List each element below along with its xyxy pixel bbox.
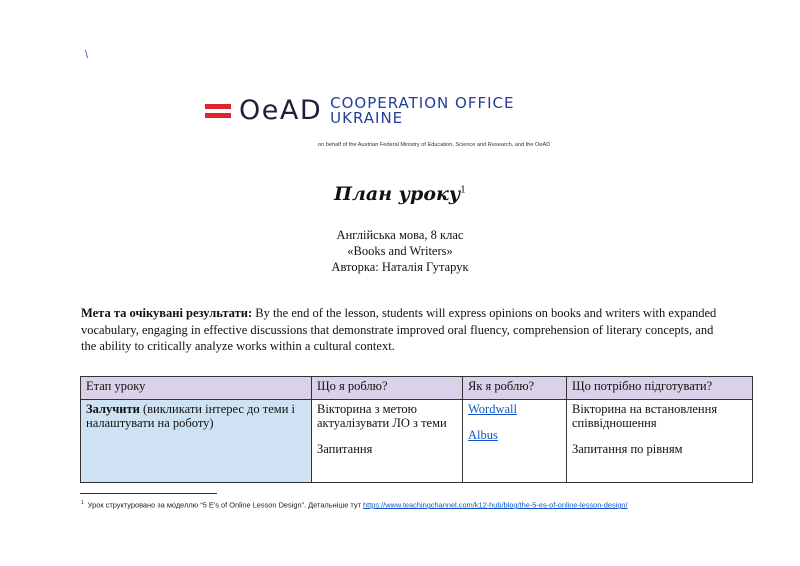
lesson-plan-table [80, 376, 753, 483]
stage-rest: (викликати інтерес до теми і налаштувати на роботу) [86, 402, 295, 430]
austria-flag-icon [205, 104, 231, 118]
goal-text: By the end of the lesson, students will express opinions on books and writers with expanded vocabulary, engaging in effective discussions that demonstrate improved oral fluency, comprehension of literary concepts, and the ability to critically analyze works within a cultural context. [81, 306, 717, 353]
header-how: Як я роблю? [463, 377, 567, 400]
logo-brand: OeAD [239, 95, 323, 126]
prepare-item-2: Запитання по рівням [572, 442, 683, 456]
footnote-link[interactable]: https://www.teachingchannel.com/k12-hub/blog/the-5-es-of-online-lesson-design/ [363, 500, 628, 510]
table-row [81, 400, 753, 483]
stray-mark: \ [85, 49, 89, 61]
cell-how [463, 400, 567, 483]
goal-label: Мета та очікувані результати: [81, 306, 253, 320]
author-line: Авторка: Наталія Гутарук [331, 260, 469, 274]
logo-line1: COOPERATION OFFICE [330, 94, 515, 112]
goal-paragraph [81, 305, 731, 355]
header-prepare: Що потрібно підготувати? [567, 377, 753, 400]
wordwall-link[interactable]: Wordwall [468, 402, 517, 416]
albus-link[interactable]: Albus [468, 428, 498, 442]
title-footnote-ref[interactable]: 1 [460, 185, 466, 196]
cell-what [312, 400, 463, 483]
stage-bold: Залучити [86, 402, 140, 416]
header-stage: Етап уроку [81, 377, 312, 400]
footnote-divider [80, 493, 217, 494]
logo-line2: UKRAINE [330, 109, 404, 127]
footnote [81, 500, 628, 509]
header-what: Що я роблю? [312, 377, 463, 400]
page-title [0, 183, 800, 205]
cell-prepare [567, 400, 753, 483]
logo-cooperation [330, 96, 514, 126]
title-text: План уроку [334, 183, 461, 205]
lesson-info [0, 227, 800, 275]
footnote-number: 1 [81, 500, 84, 506]
topic-line: «Books and Writers» [347, 244, 453, 258]
logo-behalf-text: on behalf of the Austrian Federal Ministry of Education, Science and Research, and the OeAD [318, 142, 551, 148]
prepare-item-1: Вікторина на встановлення співвідношення [572, 402, 718, 430]
table-header-row [81, 377, 753, 400]
footnote-text: Урок структуровано за моделлю “5 E’s of Online Lesson Design”. Детальніше тут [87, 500, 364, 510]
oead-logo [205, 96, 514, 126]
subject-line: Англійська мова, 8 клас [336, 228, 464, 242]
cell-stage [81, 400, 312, 483]
what-item-2: Запитання [317, 442, 373, 456]
what-item-1: Вікторина з метою актуалізувати ЛО з теми [317, 402, 447, 430]
